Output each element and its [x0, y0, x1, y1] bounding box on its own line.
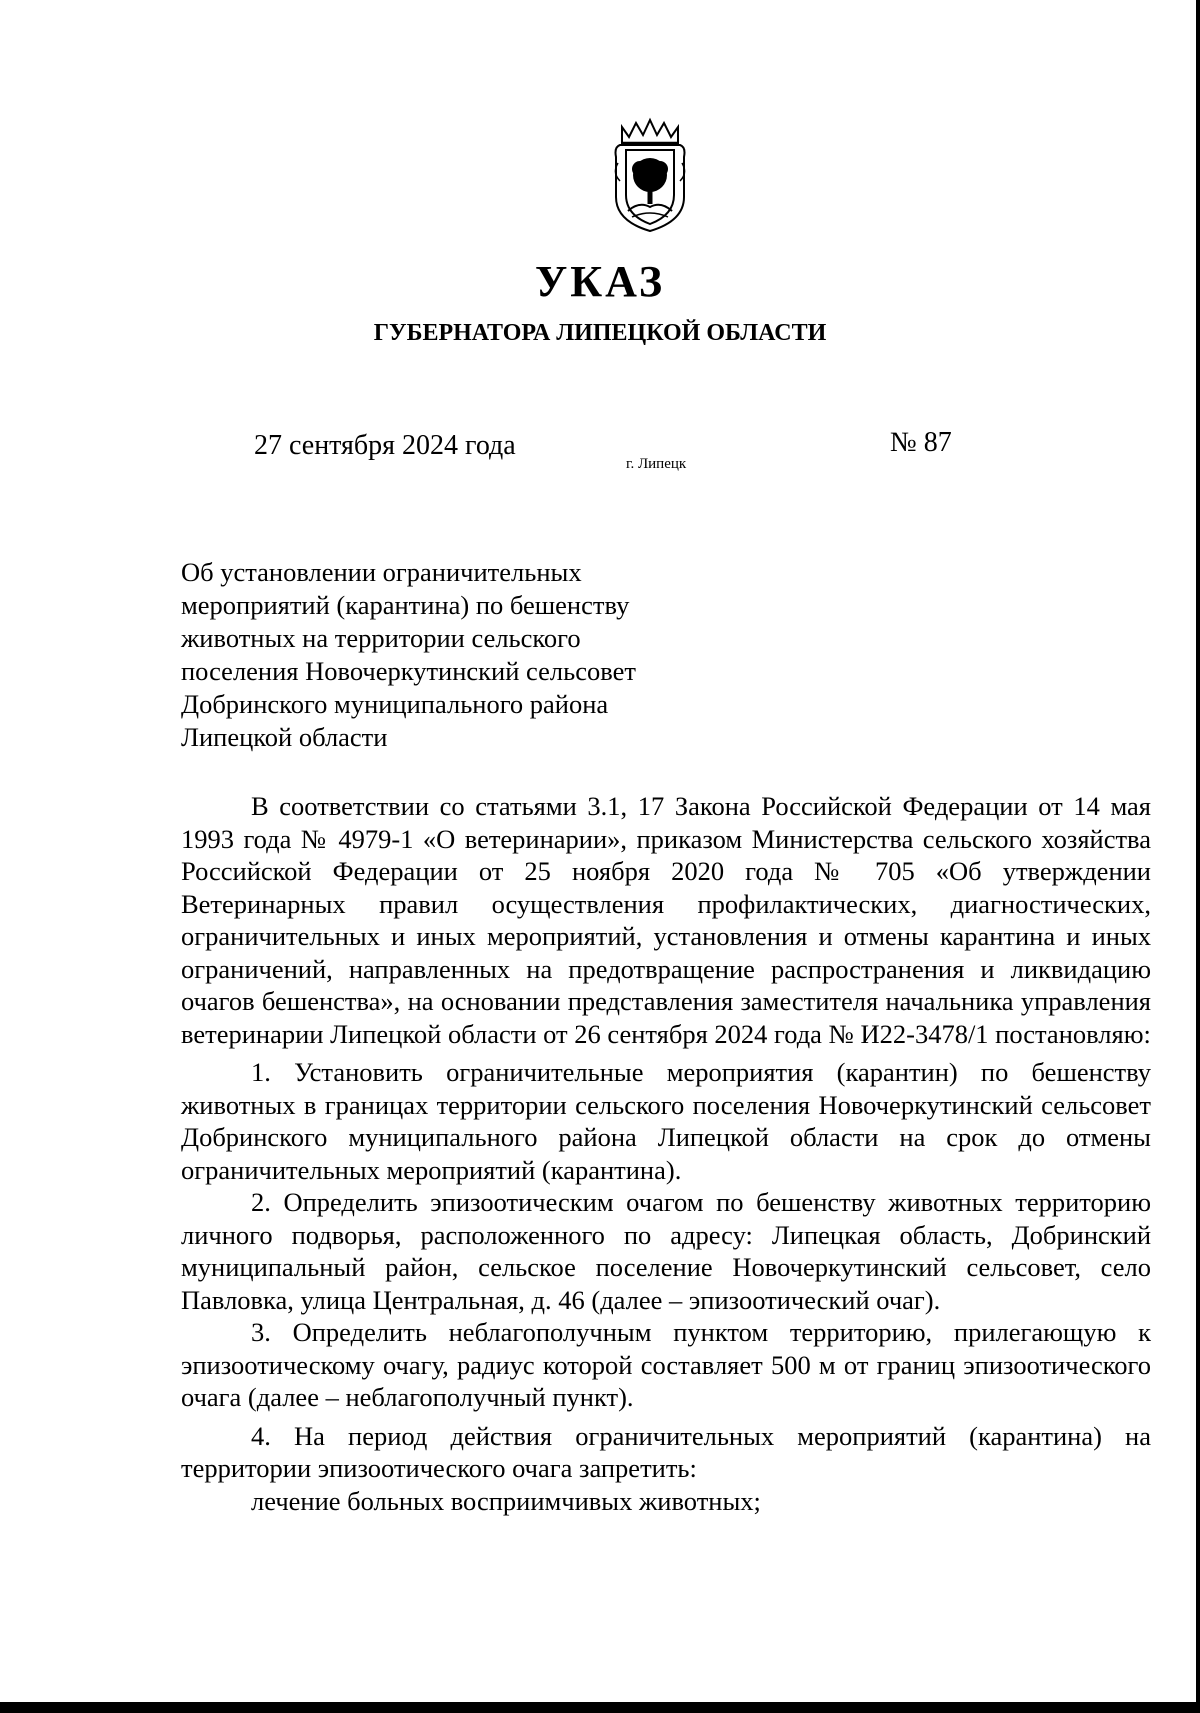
heading-line: мероприятий (карантина) по бешенству: [181, 590, 630, 620]
heading-line: животных на территории сельского: [181, 623, 581, 653]
clause-paragraph: 1. Установить ограничительные мероприятия (карантин) по бешенству животных в границах территории сельского поселения Новочеркутинский сельсовет Добринского муниципального района Липецкой области на срок до отмены ограничительных мероприятий (карантина).: [181, 1057, 1151, 1185]
document-number: № 87: [890, 427, 952, 458]
clause-paragraph: 2. Определить эпизоотическим очагом по бешенству животных территорию личного подворья, расположенного по адресу: Липецкая область, Добринский муниципальный район, сельское поселение Новочеркутинский сельсовет, село Павловка, улица Центральная, д. 46 (далее – эпизоотический очаг).: [181, 1187, 1151, 1315]
document-subtitle: ГУБЕРНАТОРА ЛИПЕЦКОЙ ОБЛАСТИ: [373, 320, 827, 346]
preamble-paragraph: В соответствии со статьями 3.1, 17 Закона Российской Федерации от 14 мая 1993 года № 4979-1 «О ветеринарии», приказом Министерства сельского хозяйства Российской Федерации от 25 ноября 2020 года № 705 «Об утверждении Ветеринарных правил осуществления профилактических, диагностических, ограничительных и иных мероприятий, установления и отмены карантина и иных ограничений, направленных на предотвращение распространения и ликвидацию очагов бешенства», на основании представления заместителя начальника управления ветеринарии Липецкой области от 26 сентября 2024 года № И22-3478/1 постановляю:: [181, 791, 1151, 1049]
document-city: г. Липецк: [626, 456, 687, 472]
heading-line: Добринского муниципального района: [181, 689, 609, 719]
scan-edge-bottom: [0, 1702, 1200, 1713]
heading-line: Об установлении ограничительных: [181, 557, 582, 587]
document-heading: [181, 556, 701, 754]
clause-paragraph: 3. Определить неблагополучным пунктом территорию, прилегающую к эпизоотическому очагу, радиус которой составляет 500 м от границ эпизоотического очага (далее – неблагополучный пункт).: [181, 1317, 1151, 1412]
clause-subitem: лечение больных восприимчивых животных;: [251, 1485, 761, 1516]
document-title: УКАЗ: [534, 257, 666, 306]
heading-line: Липецкой области: [181, 722, 388, 752]
lipetsk-coat-of-arms-icon: [612, 117, 688, 235]
document-body: [181, 790, 1151, 1523]
clause-paragraph: 4. На период действия ограничительных мероприятий (карантина) на территории эпизоотического очага запретить:: [181, 1420, 1151, 1483]
document-date: 27 сентября 2024 года: [254, 430, 516, 461]
heading-line: поселения Новочеркутинский сельсовет: [181, 656, 636, 686]
